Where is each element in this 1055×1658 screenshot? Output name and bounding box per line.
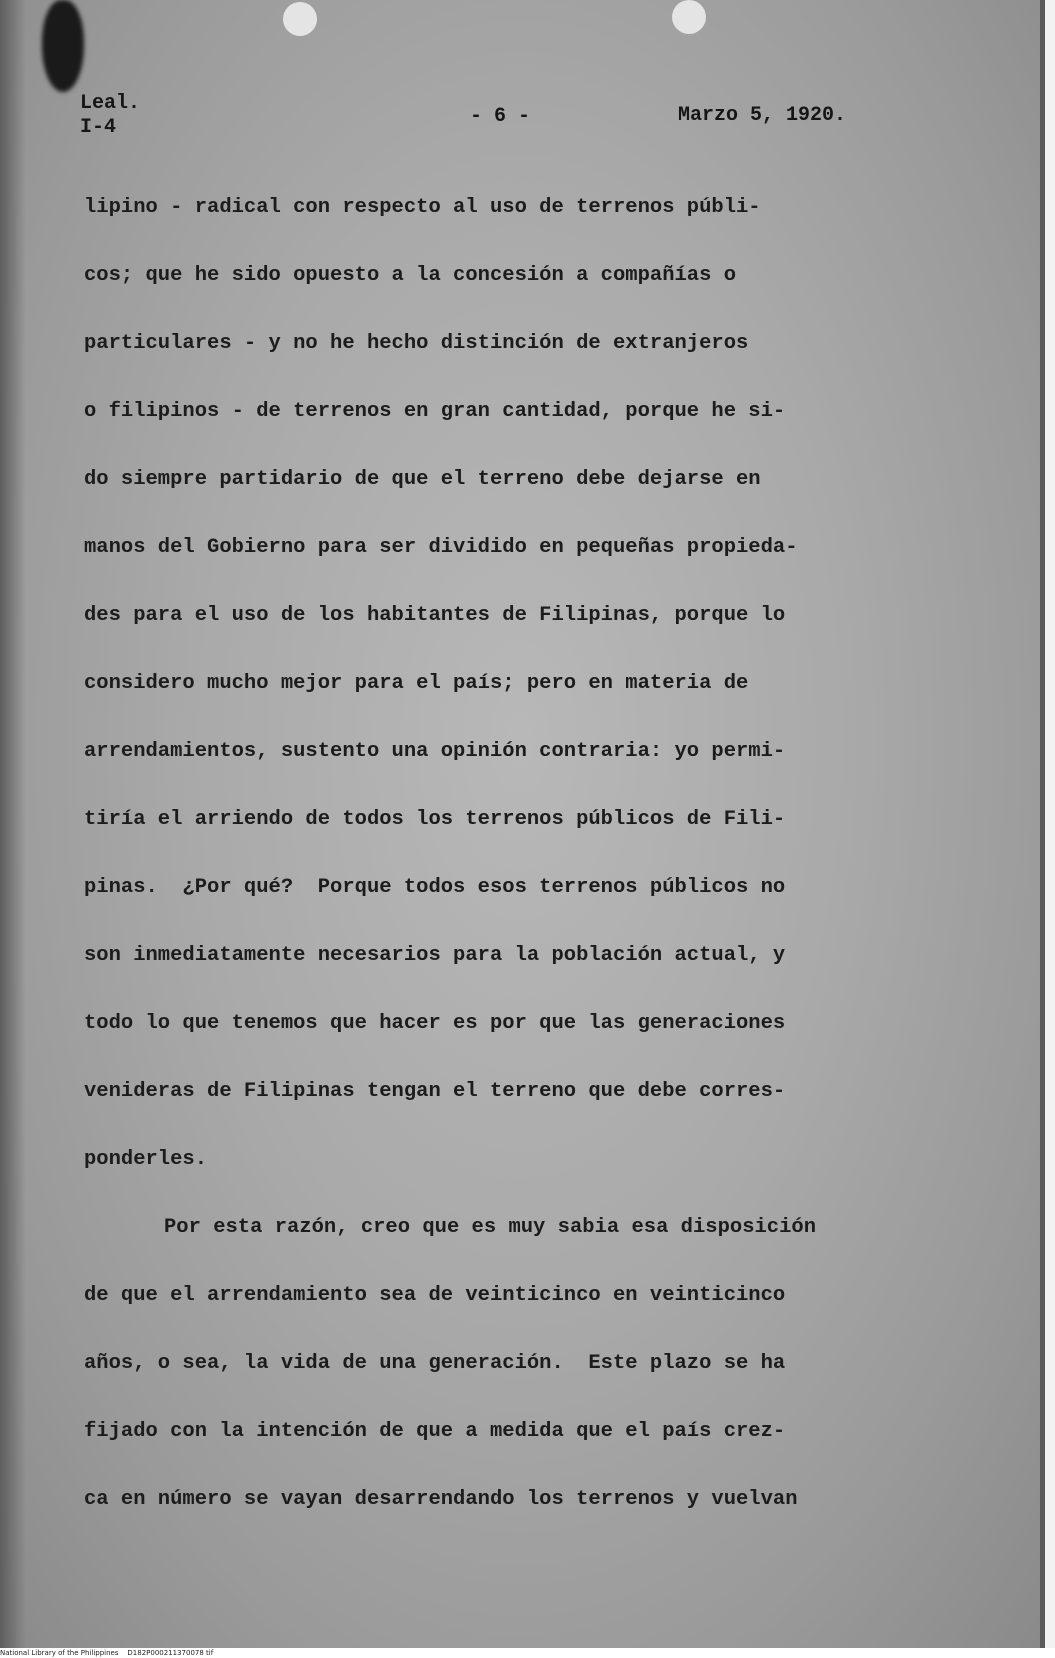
- text-line: o filipinos - de terrenos en gran cantidad, porque he si-: [84, 400, 786, 423]
- text-line: lipino - radical con respecto al uso de terrenos públi-: [84, 196, 761, 219]
- text-line: fijado con la intención de que a medida que el país crez-: [84, 1420, 786, 1443]
- text-line: todo lo que tenemos que hacer es por que las generaciones: [84, 1012, 786, 1035]
- text-line: de que el arrendamiento sea de veinticinco en veinticinco: [84, 1284, 786, 1307]
- page-number: - 6 -: [470, 105, 531, 128]
- ink-blot: [42, 0, 84, 92]
- text-line: ca en número se vayan desarrendando los terrenos y vuelvan: [84, 1488, 798, 1511]
- text-line: manos del Gobierno para ser dividido en pequeñas propieda-: [84, 536, 798, 559]
- reference-line-2: I-4: [80, 116, 117, 139]
- footer-file-id: D182P000211370078 tif: [127, 1649, 214, 1657]
- paragraph-start-line: Por esta razón, creo que es muy sabia esa disposición: [164, 1216, 817, 1239]
- page-left-shadow: [0, 0, 26, 1648]
- page-header: [0, 92, 1040, 142]
- text-line: pinas. ¿Por qué? Porque todos esos terrenos públicos no: [84, 876, 786, 899]
- document-date: Marzo 5, 1920.: [678, 104, 847, 127]
- scan-right-margin: [1040, 0, 1055, 1648]
- text-line: cos; que he sido opuesto a la concesión a compañías o: [84, 264, 737, 287]
- punch-hole-left: [283, 2, 317, 36]
- page-edge-shadow: [1040, 0, 1045, 1648]
- punch-hole-right: [672, 0, 706, 34]
- text-line: años, o sea, la vida de una generación. Este plazo se ha: [84, 1352, 786, 1375]
- text-line: ponderles.: [84, 1148, 208, 1171]
- footer-library: National Library of the Philippines: [0, 1649, 119, 1657]
- text-line: do siempre partidario de que el terreno debe dejarse en: [84, 468, 761, 491]
- scan-footer: [0, 1648, 1055, 1658]
- text-line: son inmediatamente necesarios para la población actual, y: [84, 944, 786, 967]
- text-line: venideras de Filipinas tengan el terreno que debe corres-: [84, 1080, 786, 1103]
- text-line: considero mucho mejor para el país; pero en materia de: [84, 672, 749, 695]
- body-text: [84, 188, 924, 1548]
- text-line: des para el uso de los habitantes de Filipinas, porque lo: [84, 604, 786, 627]
- text-line: particulares - y no he hecho distinción de extranjeros: [84, 332, 749, 355]
- text-line: arrendamientos, sustento una opinión contraria: yo permi-: [84, 740, 786, 763]
- reference-line-1: Leal.: [80, 92, 141, 115]
- reference-code: [80, 92, 140, 140]
- text-line: tiría el arriendo de todos los terrenos públicos de Fili-: [84, 808, 786, 831]
